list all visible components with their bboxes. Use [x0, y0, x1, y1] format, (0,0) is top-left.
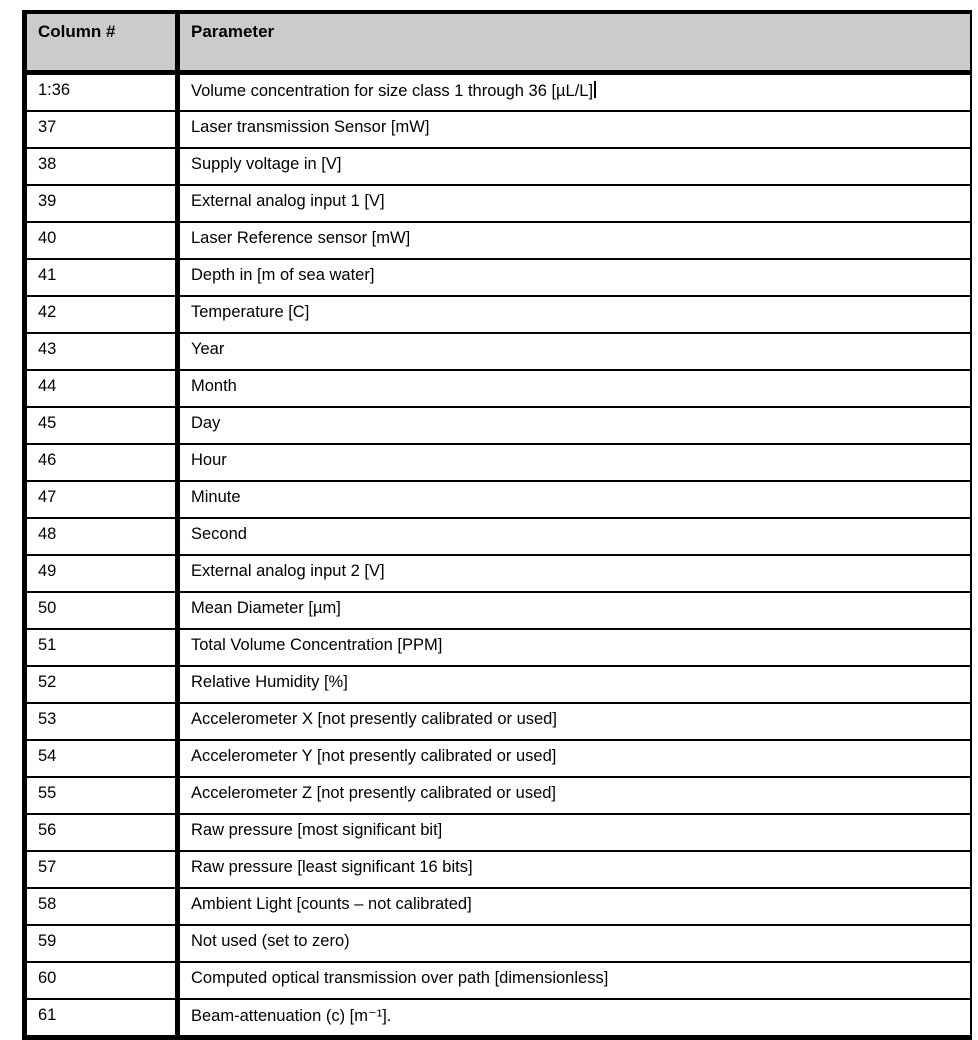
parameter-cell	[178, 666, 972, 703]
table-body	[25, 73, 972, 1038]
table-row	[25, 814, 972, 851]
parameter-cell	[178, 370, 972, 407]
parameter-text: Mean Diameter [µm]	[191, 599, 341, 617]
parameter-text: Day	[191, 414, 221, 432]
parameter-cell	[178, 962, 972, 999]
parameter-text: Second	[191, 525, 247, 543]
parameter-cell	[178, 518, 972, 555]
table-row	[25, 925, 972, 962]
parameter-cell	[178, 592, 972, 629]
column-number-cell: 48	[25, 518, 178, 555]
table-row	[25, 481, 972, 518]
parameter-text: Depth in [m of sea water]	[191, 266, 375, 284]
column-number-cell: 40	[25, 222, 178, 259]
table-row	[25, 222, 972, 259]
table-row	[25, 703, 972, 740]
column-number-cell: 61	[25, 999, 178, 1038]
parameter-text: Computed optical transmission over path [dimensionless]	[191, 969, 609, 987]
column-number-cell: 53	[25, 703, 178, 740]
table-row	[25, 444, 972, 481]
parameter-header: Parameter	[178, 12, 972, 73]
parameter-cell	[178, 296, 972, 333]
table-row	[25, 962, 972, 999]
table-row	[25, 111, 972, 148]
column-number-cell: 55	[25, 777, 178, 814]
parameter-cell	[178, 333, 972, 370]
table-row	[25, 370, 972, 407]
parameter-text: Volume concentration for size class 1 through 36 [µL/L]	[191, 82, 594, 100]
parameter-text: Supply voltage in [V]	[191, 155, 342, 173]
parameter-text: Accelerometer Z [not presently calibrated or used]	[191, 784, 557, 802]
column-number-cell: 41	[25, 259, 178, 296]
table-row	[25, 185, 972, 222]
parameter-text: External analog input 1 [V]	[191, 192, 385, 210]
column-number-cell: 56	[25, 814, 178, 851]
table-row	[25, 555, 972, 592]
column-number-cell: 42	[25, 296, 178, 333]
column-number-cell: 51	[25, 629, 178, 666]
parameter-text: Minute	[191, 488, 241, 506]
table-row	[25, 148, 972, 185]
parameter-text: Temperature [C]	[191, 303, 310, 321]
parameter-text: Accelerometer X [not presently calibrated or used]	[191, 710, 557, 728]
table-row	[25, 629, 972, 666]
column-number-cell: 45	[25, 407, 178, 444]
column-number-cell: 39	[25, 185, 178, 222]
column-number-cell: 49	[25, 555, 178, 592]
parameter-cell	[178, 888, 972, 925]
table-row	[25, 333, 972, 370]
text-cursor	[594, 81, 596, 98]
parameter-cell	[178, 740, 972, 777]
column-number-cell: 46	[25, 444, 178, 481]
parameter-cell	[178, 73, 972, 112]
parameter-cell	[178, 259, 972, 296]
column-number-cell: 54	[25, 740, 178, 777]
table-row	[25, 740, 972, 777]
table-header-row	[25, 12, 972, 73]
parameter-text: External analog input 2 [V]	[191, 562, 385, 580]
parameter-cell	[178, 111, 972, 148]
table-row	[25, 666, 972, 703]
parameter-text: Raw pressure [most significant bit]	[191, 821, 443, 839]
column-number-cell: 57	[25, 851, 178, 888]
parameter-cell	[178, 629, 972, 666]
column-number-cell: 58	[25, 888, 178, 925]
column-number-cell: 44	[25, 370, 178, 407]
table-row	[25, 296, 972, 333]
column-number-cell: 47	[25, 481, 178, 518]
table-row	[25, 592, 972, 629]
table-row	[25, 259, 972, 296]
parameter-cell	[178, 999, 972, 1038]
parameter-text: Accelerometer Y [not presently calibrated or used]	[191, 747, 557, 765]
parameter-cell	[178, 555, 972, 592]
parameter-cell	[178, 814, 972, 851]
column-number-cell: 59	[25, 925, 178, 962]
parameter-cell	[178, 481, 972, 518]
column-number-header: Column #	[25, 12, 178, 73]
parameter-cell	[178, 407, 972, 444]
parameter-text: Total Volume Concentration [PPM]	[191, 636, 443, 654]
column-number-cell: 50	[25, 592, 178, 629]
parameter-text: Ambient Light [counts – not calibrated]	[191, 895, 472, 913]
parameter-text: Raw pressure [least significant 16 bits]	[191, 858, 473, 876]
parameter-cell	[178, 444, 972, 481]
parameter-text: Beam-attenuation (c) [m⁻¹].	[191, 1007, 392, 1025]
parameter-text: Month	[191, 377, 237, 395]
table-row	[25, 851, 972, 888]
table-row	[25, 777, 972, 814]
parameter-cell	[178, 925, 972, 962]
column-number-cell: 37	[25, 111, 178, 148]
parameter-text: Hour	[191, 451, 227, 469]
parameter-table	[22, 10, 972, 1040]
parameter-cell	[178, 185, 972, 222]
column-number-cell: 52	[25, 666, 178, 703]
parameter-text: Not used (set to zero)	[191, 932, 350, 950]
table-row	[25, 73, 972, 112]
column-number-cell: 43	[25, 333, 178, 370]
column-number-cell: 60	[25, 962, 178, 999]
table-row	[25, 518, 972, 555]
parameter-cell	[178, 222, 972, 259]
table-row	[25, 999, 972, 1038]
column-number-cell: 1:36	[25, 73, 178, 112]
column-number-cell: 38	[25, 148, 178, 185]
parameter-text: Laser transmission Sensor [mW]	[191, 118, 430, 136]
table-row	[25, 888, 972, 925]
parameter-cell	[178, 703, 972, 740]
parameter-text: Relative Humidity [%]	[191, 673, 348, 691]
parameter-cell	[178, 777, 972, 814]
parameter-text: Laser Reference sensor [mW]	[191, 229, 411, 247]
table-row	[25, 407, 972, 444]
parameter-cell	[178, 148, 972, 185]
parameter-text: Year	[191, 340, 225, 358]
parameter-cell	[178, 851, 972, 888]
